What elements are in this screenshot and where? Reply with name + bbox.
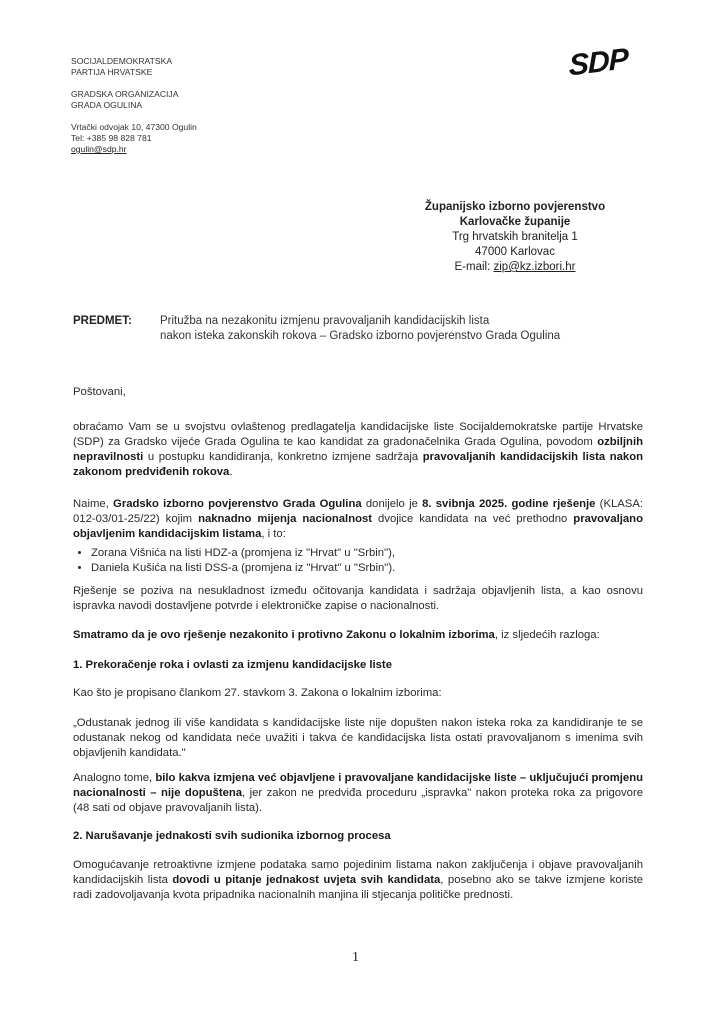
recipient-email-link[interactable]: zip@kz.izbori.hr	[493, 261, 576, 273]
subject-line1: Pritužba na nezakonitu izmjenu pravovaljanih kandidacijskih lista	[160, 315, 490, 327]
subject-label: PREDMET:	[73, 315, 132, 327]
subject-text	[160, 314, 640, 344]
sender-phone: Tel: +385 98 828 781	[71, 133, 152, 143]
paragraph-1: obraćamo Vam se u svojstvu ovlaštenog predlagatelja kandidacijske liste Socijaldemokratske partije Hrvatske (SDP) za Gradsko vijeće Grada Ogulina te kao kandidat za gradonačelnika Grada Ogulina, povodom ozbiljnih nepravilnosti u postupku kandidiranja, konkretno izmjene sadržaja pravovaljanih kandidacijskih lista nakon zakonom predviđenih rokova.	[73, 421, 643, 478]
sender-org-line1: SOCIJALDEMOKRATSKA	[71, 56, 173, 66]
greeting: Poštovani,	[73, 386, 126, 398]
sender-unit-line1: GRADSKA ORGANIZACIJA	[71, 89, 179, 99]
paragraph-7: Omogućavanje retroaktivne izmjene podataka samo pojedinim listama nakon zaključenja i objave pravovaljanih kandidacijskih lista dovodi u pitanje jednakost uvjeta svih kandidata, posebno ako se takve izmjene koriste radi zadovoljavanja kvota pripadnika nacionalnih manjina ili stjecanja političke prednosti.	[73, 859, 643, 901]
paragraph-6: Analogno tome, bilo kakva izmjena već objavljene i pravovaljane kandidacijske liste – uključujući promjenu nacionalnosti – nije dopuštena, jer zakon ne predviđa proceduru „ispravka" nakon proteka roka za prigovore (48 sati od objave pravovaljanih lista).	[73, 772, 643, 814]
recipient-email-line	[390, 260, 640, 275]
heading-1: 1. Prekoračenje roka i ovlasti za izmjenu kandidacijske liste	[73, 659, 392, 671]
list-item: • Daniela Kušića na listi DSS-a (promjena iz "Hrvat" u "Srbin").	[91, 561, 643, 576]
sender-unit-line2: GRADA OGULINA	[71, 100, 143, 110]
sender-block	[71, 56, 291, 155]
sender-address: Vrtački odvojak 10, 47300 Ogulin	[71, 122, 197, 132]
nationality-change-list	[73, 546, 643, 576]
heading-2: 2. Narušavanje jednakosti svih sudionika izbornog procesa	[73, 830, 391, 842]
list-item: • Zorana Višnića na listi HDZ-a (promjena iz "Hrvat" u "Srbin"),	[91, 546, 643, 561]
law-quote: „Odustanak jednog ili više kandidata s kandidacijske liste nije dopušten nakon isteka roka za kandidiranje te se odustanak nekog od kandidata neće uvažiti i takva će kandidacijska lista ostati pravovaljanom s imenima svih objavljenih kandidata."	[73, 717, 643, 759]
paragraph-2: Naime, Gradsko izborno povjerenstvo Grada Ogulina donijelo je 8. svibnja 2025. godine rješenje (KLASA: 012-03/01-25/22) kojim naknadno mijenja nacionalnost dvojice kandidata na već prethodno pravovaljano objavljenim kandidacijskim listama, i to:	[73, 498, 644, 540]
recipient-line3: Trg hrvatskih branitelja 1	[452, 231, 578, 243]
paragraph-4: Smatramo da je ovo rješenje nezakonito i protivno Zakonu o lokalnim izborima, iz sljedećih razloga:	[73, 629, 600, 641]
sdp-logo	[568, 42, 649, 86]
paragraph-3: Rješenje se poziva na nesukladnost između očitovanja kandidata i sadržaja objavljenih lista, a kao osnovu ispravka navodi dostavljene potvrde i elektroničke zapise o nacionalnosti.	[73, 585, 643, 612]
recipient-line1: Županijsko izborno povjerenstvo	[424, 201, 606, 213]
recipient-block	[390, 200, 640, 275]
recipient-email-label: E-mail:	[454, 261, 494, 273]
sender-org-line2: PARTIJA HRVATSKE	[71, 67, 153, 77]
page-number: 1	[352, 950, 359, 965]
recipient-line4: 47000 Karlovac	[475, 246, 555, 258]
subject-line2: nakon isteka zakonskih rokova – Gradsko izborno povjerenstvo Grada Ogulina	[160, 330, 561, 342]
paragraph-5: Kao što je propisano člankom 27. stavkom 3. Zakona o lokalnim izborima:	[73, 687, 442, 699]
sender-email-link[interactable]: ogulin@sdp.hr	[71, 144, 127, 154]
recipient-line2: Karlovačke županije	[459, 216, 571, 228]
sdp-logo-text: SDP	[568, 42, 629, 83]
